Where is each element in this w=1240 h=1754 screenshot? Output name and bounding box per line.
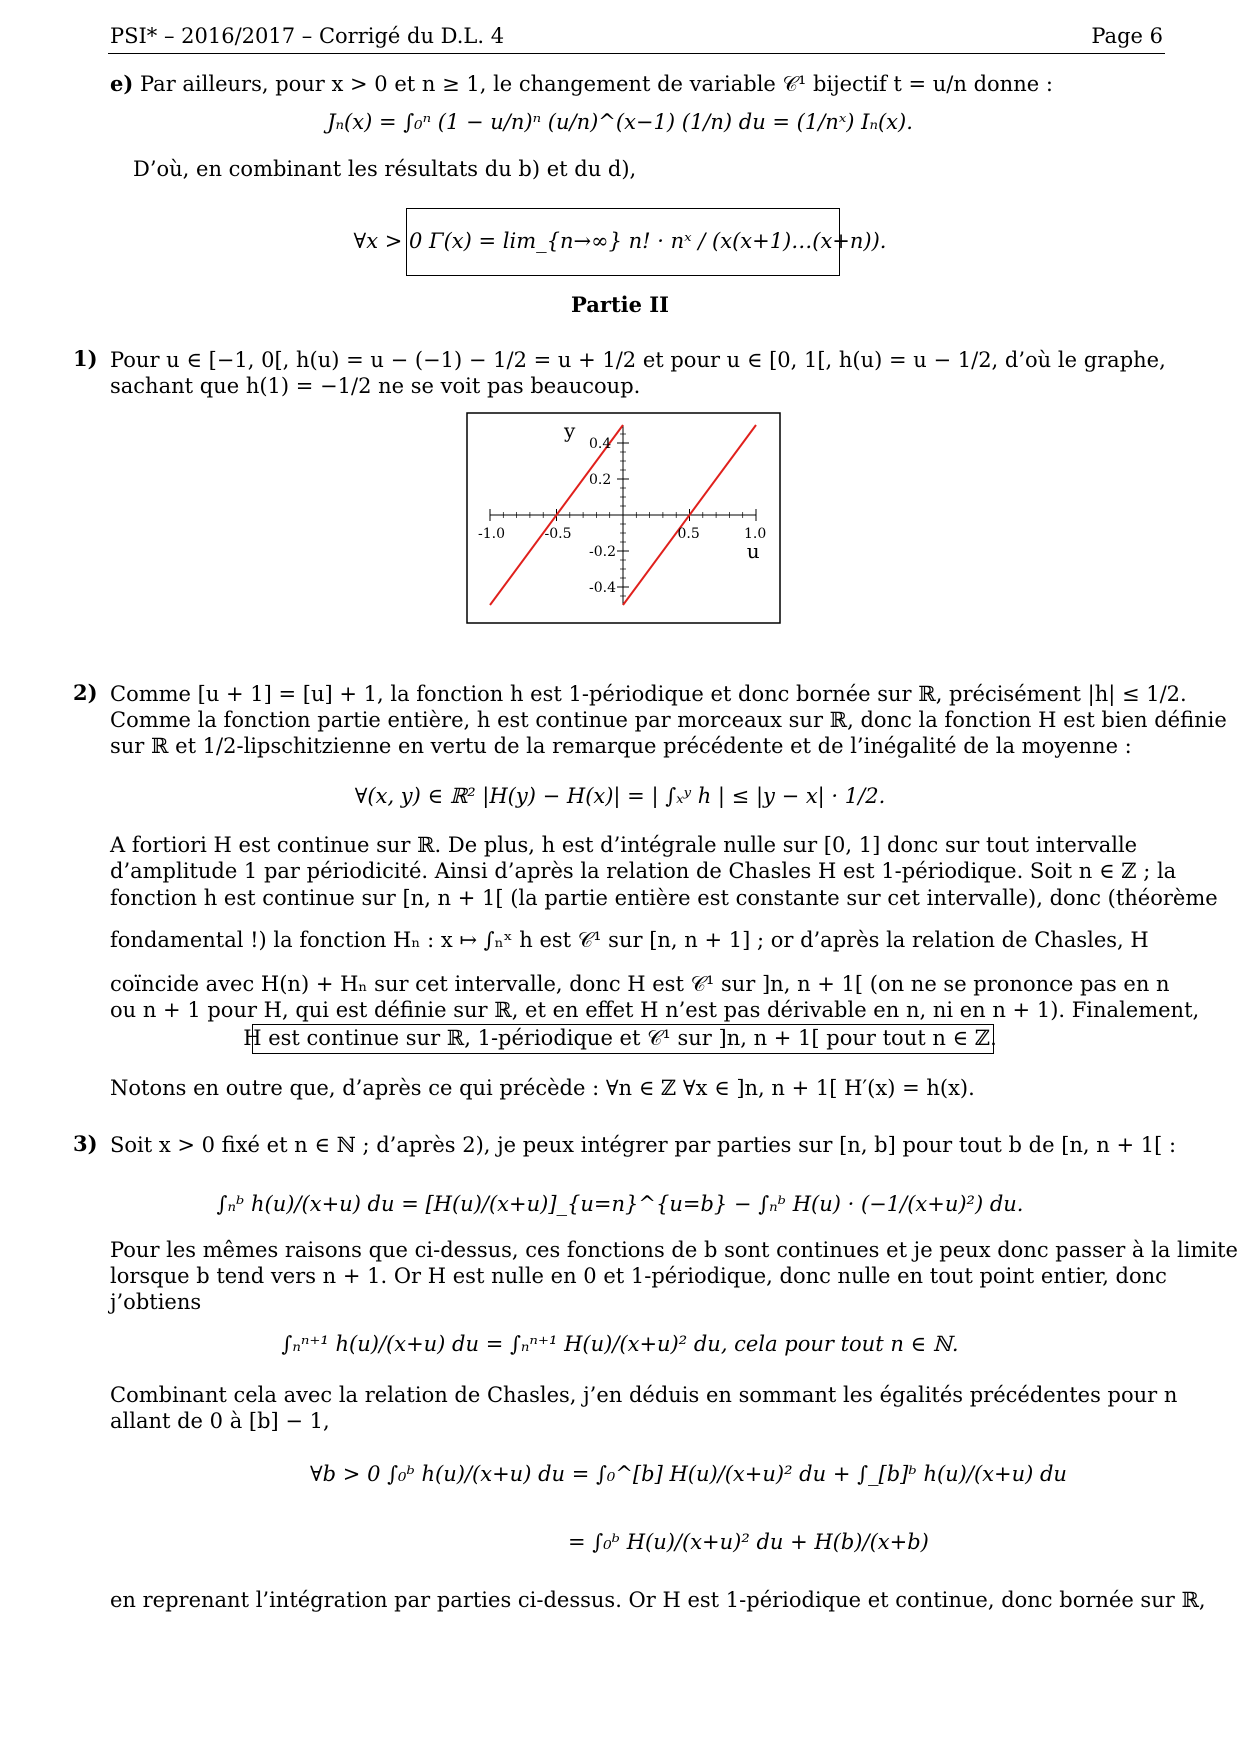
- q3-line-5: Combinant cela avec la relation de Chasles, j’en déduis en sommant les égalités précédentes pour n: [110, 1383, 1178, 1407]
- y-axis-label: y: [564, 418, 576, 443]
- gamma-formula: ∀x > 0 Γ(x) = lim_{n→∞} n! · nˣ / (x(x+1)…(x+n)).: [353, 229, 887, 253]
- q3-line-3: lorsque b tend vers n + 1. Or H est nulle en 0 et 1-périodique, donc nulle en tout point entier, donc: [110, 1264, 1167, 1288]
- q2-line-4: A fortiori H est continue sur ℝ. De plus, h est d’intégrale nulle sur [0, 1] donc sur tout intervalle: [110, 833, 1138, 857]
- q2-line-2: Comme la fonction partie entière, h est continue par morceaux sur ℝ, donc la fonction H est bien définie: [110, 708, 1227, 732]
- header-rule: [108, 53, 1165, 54]
- q2-line-6: fonction h est continue sur [n, n + 1[ (la partie entière est constante sur cet intervalle), donc (théorème: [110, 886, 1218, 910]
- q3-line-2: Pour les mêmes raisons que ci-dessus, ces fonctions de b sont continues et je peux donc passer à la limite: [110, 1238, 1238, 1262]
- q2-label: 2): [73, 680, 98, 705]
- partie-title: Partie II: [571, 292, 669, 317]
- q3-line-4: j’obtiens: [110, 1290, 202, 1314]
- q3-limit-formula: ∫ₙⁿ⁺¹ h(u)/(x+u) du = ∫ₙⁿ⁺¹ H(u)/(x+u)² du, cela pour tout n ∈ ℕ.: [281, 1332, 959, 1356]
- part-e-label: e): [110, 71, 134, 96]
- q3-label: 3): [73, 1131, 98, 1156]
- y-tick-label: -0.2: [589, 544, 616, 560]
- q3-line-6: allant de 0 à [b] − 1,: [110, 1409, 330, 1433]
- q2-note: Notons en outre que, d’après ce qui précède : ∀n ∈ ℤ ∀x ∈ ]n, n + 1[ H′(x) = h(x).: [110, 1076, 975, 1100]
- x-tick-label: -0.5: [544, 526, 572, 542]
- x-tick-label: 0.5: [677, 526, 700, 542]
- x-tick-label: -1.0: [478, 526, 505, 542]
- y-tick-label: -0.4: [589, 580, 616, 596]
- q3-sum-formula-b: = ∫₀ᵇ H(u)/(x+u)² du + H(b)/(x+b): [568, 1530, 929, 1554]
- q2-line-5: d’amplitude 1 par périodicité. Ainsi d’après la relation de Chasles H est 1-périodique. Soit n ∈ ℤ ; la: [110, 859, 1177, 883]
- x-tick-label: 1.0: [744, 526, 767, 542]
- part-e-intro-text: Par ailleurs, pour x > 0 et n ≥ 1, le changement de variable 𝒞¹ bijectif t = u/n donne :: [139, 72, 1053, 96]
- q2-line-7: fondamental !) la fonction Hₙ : x ↦ ∫ₙˣ h est 𝒞¹ sur [n, n + 1] ; or d’après la relation de Chasles, H: [110, 928, 1149, 952]
- q3-ipp-formula: ∫ₙᵇ h(u)/(x+u) du = [H(u)/(x+u)]_{u=n}^{u=b} − ∫ₙᵇ H(u) · (−1/(x+u)²) du.: [216, 1192, 1024, 1216]
- q2-line-9: ou n + 1 pour H, qui est définie sur ℝ, et en effet H n’est pas dérivable en n, ni en n + 1). Finalement,: [110, 998, 1200, 1022]
- page-header: [110, 24, 1163, 54]
- part-e-combine: D’où, en combinant les résultats du b) et du d),: [133, 157, 637, 181]
- q2-result: H est continue sur ℝ, 1-périodique et 𝒞¹ sur ]n, n + 1[ pour tout n ∈ ℤ.: [243, 1026, 997, 1050]
- q3-line1: Soit x > 0 fixé et n ∈ ℕ ; d’après 2), je peux intégrer par parties sur [n, b] pour tout b de [n, n + 1[ :: [110, 1133, 1177, 1157]
- q1-label: 1): [73, 346, 98, 371]
- q1-line2: sachant que h(1) = −1/2 ne se voit pas beaucoup.: [110, 374, 641, 398]
- q1-line1: Pour u ∈ [−1, 0[, h(u) = u − (−1) − 1/2 = u + 1/2 et pour u ∈ [0, 1[, h(u) = u − 1/2, d’où le graphe,: [110, 348, 1166, 372]
- y-tick-label: 0.4: [589, 436, 612, 452]
- q2-line-8: coïncide avec H(n) + Hₙ sur cet intervalle, donc H est 𝒞¹ sur ]n, n + 1[ (on ne se prononce pas en n: [110, 972, 1170, 996]
- h-graph: [466, 412, 781, 624]
- page-number: Page 6: [1091, 24, 1163, 48]
- q2-lipschitz-formula: ∀(x, y) ∈ ℝ² |H(y) − H(x)| = | ∫ₓʸ h | ≤ |y − x| · 1/2.: [354, 784, 886, 808]
- graph-axes: [490, 425, 756, 605]
- q2-line-1: Comme [u + 1] = [u] + 1, la fonction h est 1-périodique et donc bornée sur ℝ, précisément |h| ≤ 1/2.: [110, 682, 1187, 706]
- graph-labels: [478, 419, 766, 596]
- part-e-intro: [110, 70, 1165, 98]
- q3-sum-formula-a: ∀b > 0 ∫₀ᵇ h(u)/(x+u) du = ∫₀^[b] H(u)/(x+u)² du + ∫_[b]ᵇ h(u)/(x+u) du: [310, 1462, 1067, 1486]
- q3-last: en reprenant l’intégration par parties ci-dessus. Or H est 1-périodique et continue, donc bornée sur ℝ,: [110, 1588, 1206, 1612]
- x-axis-label: u: [746, 539, 760, 563]
- q2-line-3: sur ℝ et 1/2-lipschitzienne en vertu de la remarque précédente et de l’inégalité de la moyenne :: [110, 734, 1132, 758]
- header-left: PSI* – 2016/2017 – Corrigé du D.L. 4: [110, 24, 505, 48]
- part-e-formula: Jₙ(x) = ∫₀ⁿ (1 − u/n)ⁿ (u/n)^(x−1) (1/n) du = (1/nˣ) Iₙ(x).: [327, 110, 913, 134]
- y-tick-label: 0.2: [589, 472, 612, 488]
